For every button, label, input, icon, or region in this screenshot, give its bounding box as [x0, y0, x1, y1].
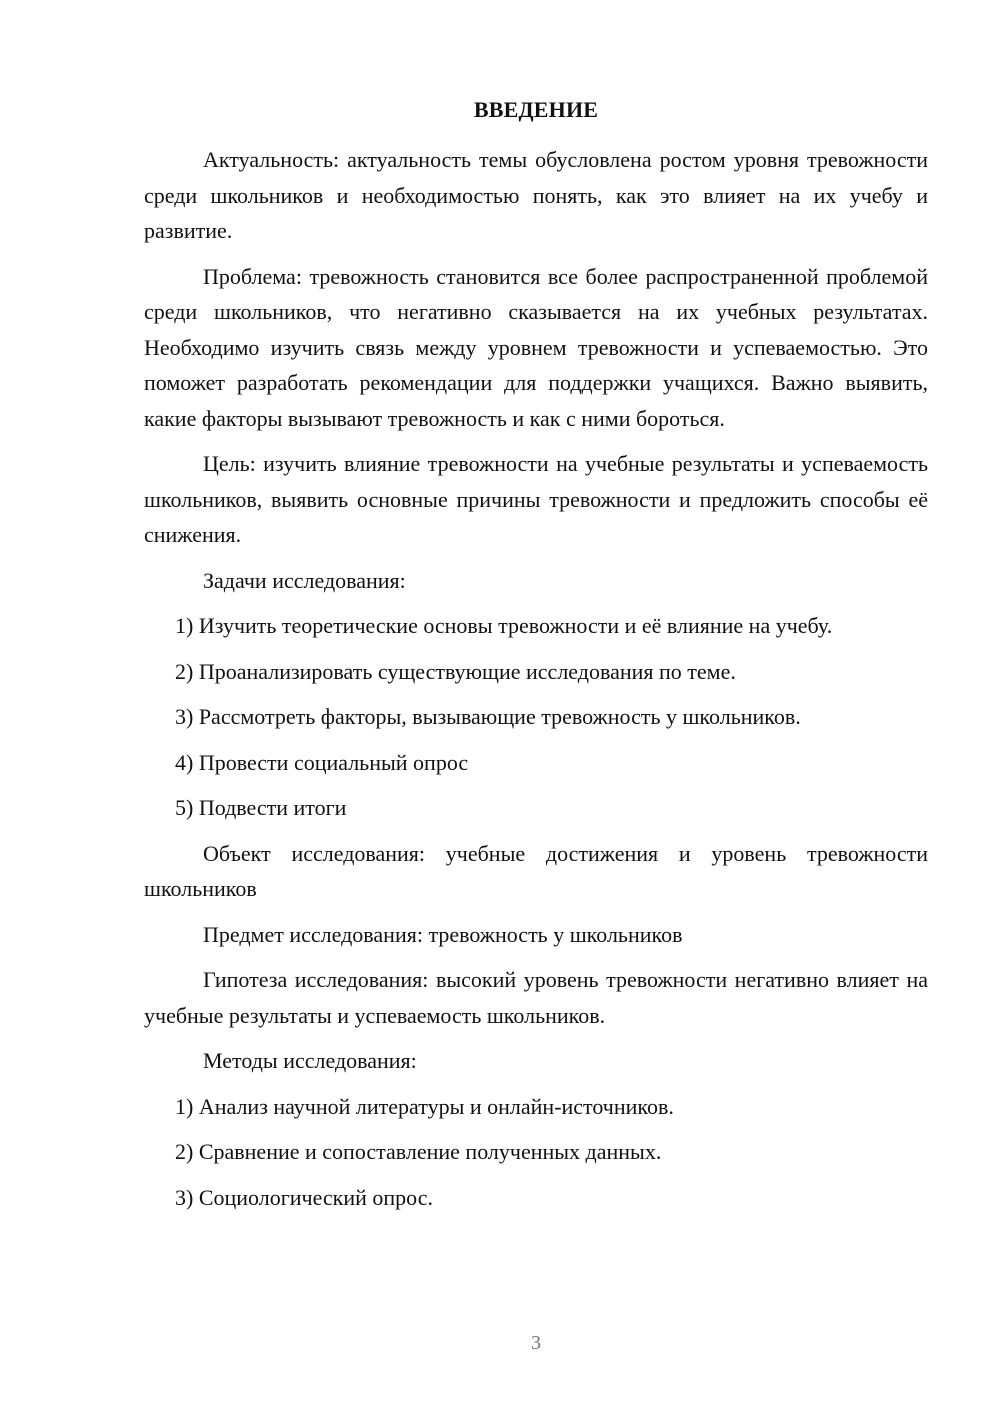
methods-list	[144, 1089, 928, 1216]
list-item: 1) Анализ научной литературы и онлайн-источников.	[175, 1093, 674, 1119]
list-item: 1) Изучить теоретические основы тревожности и её влияние на учебу.	[175, 613, 833, 638]
page-title: ВВЕДЕНИЕ	[473, 97, 599, 122]
list-item: 4) Провести социальный опрос	[175, 749, 469, 775]
list-item: 2) Сравнение и сопоставление полученных данных.	[175, 1139, 662, 1164]
list-item: 3) Социологический опрос.	[175, 1184, 433, 1210]
methods-heading: Методы исследования:	[203, 1048, 417, 1073]
list-item: 2) Проанализировать существующие исследования по теме.	[175, 658, 736, 684]
paragraph-goal: Цель: изучить влияние тревожности на учебные результаты и успеваемость школьников, выявить основные причины тревожности и предложить способы её снижения.	[144, 451, 928, 547]
paragraph-subject: Предмет исследования: тревожность у школьников	[203, 921, 683, 947]
paragraph-hypothesis: Гипотеза исследования: высокий уровень тревожности негативно влияет на учебные результаты и успеваемость школьников.	[144, 967, 928, 1028]
list-item: 5) Подвести итоги	[175, 795, 347, 820]
page-number: 3	[531, 1332, 541, 1354]
paragraph-object: Объект исследования: учебные достижения и уровень тревожности школьников	[144, 840, 928, 901]
tasks-list	[144, 608, 928, 826]
list-item: 3) Рассмотреть факторы, вызывающие тревожность у школьников.	[175, 704, 801, 729]
paragraph-problem: Проблема: тревожность становится все более распространенной проблемой среди школьников, что негативно сказывается на их учебных результатах. Необходимо изучить связь между уровнем тревожности и успеваемостью. Это поможет разработать рекомендации для поддержки учащихся. Важно выявить, какие факторы вызывают тревожность и как с ними бороться.	[144, 263, 928, 431]
paragraph-relevance: Актуальность: актуальность темы обусловлена ростом уровня тревожности среди школьников и необходимостью понять, как это влияет на их учебу и развитие.	[144, 147, 928, 243]
tasks-heading: Задачи исследования:	[203, 567, 406, 593]
document-body	[144, 142, 928, 1225]
